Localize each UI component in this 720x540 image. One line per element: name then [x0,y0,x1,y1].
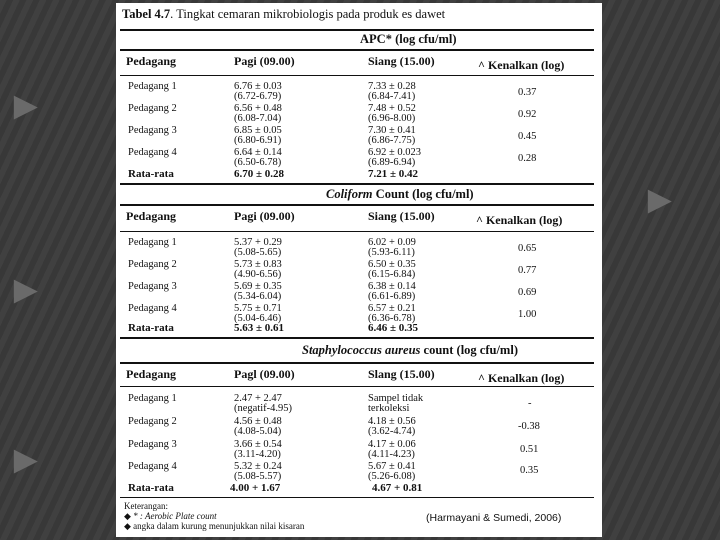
arrow-decoration-icon: ► [6,83,46,128]
column-header-kenaikan: ^ Kenalkan (log) [476,213,563,227]
column-header-pedagang: Pedagang [126,54,177,68]
column-header-pedagang: Pedagang [126,209,177,223]
notes-line-range: ◆ angka dalam kurung menunjukkan nilai kisaran [124,521,305,531]
section-heading-staphylococcus [302,343,518,358]
cell-pagi: 5.32 ± 0.24 [234,461,282,472]
row-label: Pedagang 2 [128,259,177,270]
cell-siang: 6.50 ± 0.35 [368,259,416,270]
cell-pagi-range: (5.34-6.04) [234,291,282,302]
header-divider [120,386,594,387]
cell-pagi: 6.85 ± 0.05 [234,125,282,136]
cell-siang: Sampel tidak [368,393,424,404]
cell-siang-range: (6.96-8.00) [368,113,416,124]
column-header-siang: Slang (15.00) [368,367,435,381]
cell-pagi-range: (3.11-4.20) [234,449,281,460]
table-label: Tabel 4.7 [122,7,171,21]
row-label: Pedagang 4 [128,461,177,472]
row-label: Pedagang 2 [128,416,177,427]
cell-siang: 7.33 ± 0.28 [368,81,416,92]
cell-pagi: 6.56 + 0.48 [234,103,282,114]
cell-siang: 7.48 + 0.52 [368,103,416,114]
cell-pagi: 4.56 ± 0.48 [234,416,282,427]
avg-pagi: 5.63 ± 0.61 [234,322,285,334]
cell-siang: 7.30 ± 0.41 [368,125,416,136]
cell-kenaikan: 0.35 [520,465,539,476]
column-header-pedagang: Pedagang [126,367,177,381]
section-divider [120,29,594,31]
notes-heading: Keterangan: [124,501,168,511]
cell-siang-range: (5.26-6.08) [368,471,416,482]
table-title [122,7,445,22]
cell-pagi-range: (6.08-7.04) [234,113,282,124]
cell-kenaikan: 0.45 [518,131,537,142]
cell-siang-range: (6.36-6.78) [368,313,416,324]
column-header-siang: Siang (15.00) [368,209,435,223]
cell-pagi: 6.76 ± 0.03 [234,81,282,92]
cell-siang-range: terkoleksi [368,403,410,414]
header-divider [120,231,594,232]
row-label: Pedagang 3 [128,125,177,136]
cell-kenaikan: - [528,398,532,409]
avg-siang: 6.46 ± 0.35 [368,322,419,334]
arrow-decoration-icon: ► [6,267,46,312]
arrow-decoration-icon: ► [6,437,46,482]
avg-pagi: 4.00 + 1.67 [230,482,281,494]
cell-pagi: 3.66 ± 0.54 [234,439,282,450]
cell-pagi: 2.47 + 2.47 [234,393,282,404]
row-label: Pedagang 2 [128,103,177,114]
table-sheet [116,3,602,537]
section-heading-coliform [326,187,474,202]
notes-line-apc: ◆ * : Aerobic Plate count [124,511,217,521]
cell-kenaikan: 0.28 [518,153,537,164]
section-heading-italic: Staphylococcus aureus [302,343,421,357]
table-title-text: . Tingkat cemaran mikrobiologis pada produk es dawet [170,7,446,21]
column-header-kenaikan: ^ Kenalkan (log) [478,371,565,385]
column-header-siang: Siang (15.00) [368,54,435,68]
cell-pagi-range: (4.08-5.04) [234,426,282,437]
avg-pagi: 6.70 ± 0.28 [234,168,285,180]
cell-siang-range: (6.89-6.94) [368,157,416,168]
row-label: Pedagang 4 [128,303,177,314]
section-heading-rest: count (log cfu/ml) [420,343,518,357]
cell-kenaikan: 1.00 [518,309,537,320]
cell-pagi-range: (negatif-4.95) [234,403,293,414]
arrow-decoration-icon: ► [640,177,680,222]
cell-pagi: 6.64 ± 0.14 [234,147,282,158]
cell-pagi-range: (6.80-6.91) [234,135,282,146]
row-label: Pedagang 4 [128,147,177,158]
section-divider [120,204,594,206]
cell-kenaikan: 0.69 [518,287,537,298]
cell-siang-range: (6.15-6.84) [368,269,416,280]
row-label: Pedagang 1 [128,237,177,248]
cell-pagi-range: (5.04-6.46) [234,313,282,324]
cell-pagi: 5.75 ± 0.71 [234,303,282,314]
cell-siang-range: (6.61-6.89) [368,291,416,302]
section-divider [120,49,594,51]
cell-pagi-range: (5.08-5.57) [234,471,282,482]
cell-siang-range: (5.93-6.11) [368,247,415,258]
cell-kenaikan: 0.51 [520,444,539,455]
row-label: Pedagang 3 [128,281,177,292]
row-label: Pedagang 1 [128,393,177,404]
cell-pagi: 5.37 + 0.29 [234,237,282,248]
avg-siang: 4.67 + 0.81 [372,482,423,494]
cell-kenaikan: 0.65 [518,243,537,254]
column-header-kenaikan: ^ Kenalkan (log) [478,58,565,72]
cell-siang: 6.92 ± 0.023 [368,147,422,158]
cell-siang-range: (6.84-7.41) [368,91,416,102]
avg-label: Rata-rata [128,168,174,180]
citation: (Harmayani & Sumedi, 2006) [426,512,562,524]
cell-pagi-range: (6.50-6.78) [234,157,282,168]
section-heading-apc: APC* (log cfu/ml) [360,32,457,46]
section-divider [120,337,594,339]
cell-kenaikan: -0.38 [518,421,540,432]
cell-pagi-range: (4.90-6.56) [234,269,282,280]
cell-pagi: 5.73 ± 0.83 [234,259,282,270]
cell-siang-range: (6.86-7.75) [368,135,416,146]
header-divider [120,75,594,76]
row-label: Pedagang 3 [128,439,177,450]
column-header-pagi: Pagi (09.00) [234,209,295,223]
avg-siang: 7.21 ± 0.42 [368,168,419,180]
footer-divider [120,497,594,498]
section-heading-rest: Count (log cfu/ml) [372,187,474,201]
section-heading-italic: Coliform [326,187,373,201]
cell-siang: 4.18 ± 0.56 [368,416,416,427]
cell-siang: 4.17 ± 0.06 [368,439,416,450]
cell-siang: 5.67 ± 0.41 [368,461,416,472]
cell-siang: 6.57 ± 0.21 [368,303,416,314]
row-label: Pedagang 1 [128,81,177,92]
avg-label: Rata-rata [128,482,174,494]
section-divider [120,362,594,364]
cell-kenaikan: 0.37 [518,87,537,98]
avg-label: Rata-rata [128,322,174,334]
cell-kenaikan: 0.77 [518,265,537,276]
cell-siang: 6.38 ± 0.14 [368,281,416,292]
cell-siang-range: (3.62-4.74) [368,426,416,437]
cell-pagi: 5.69 ± 0.35 [234,281,282,292]
cell-kenaikan: 0.92 [518,109,537,120]
cell-pagi-range: (6.72-6.79) [234,91,282,102]
cell-pagi-range: (5.08-5.65) [234,247,282,258]
section-divider [120,183,594,185]
cell-siang: 6.02 + 0.09 [368,237,416,248]
column-header-pagi: Pagi (09.00) [234,54,295,68]
column-header-pagi: Pagl (09.00) [234,367,295,381]
cell-siang-range: (4.11-4.23) [368,449,415,460]
